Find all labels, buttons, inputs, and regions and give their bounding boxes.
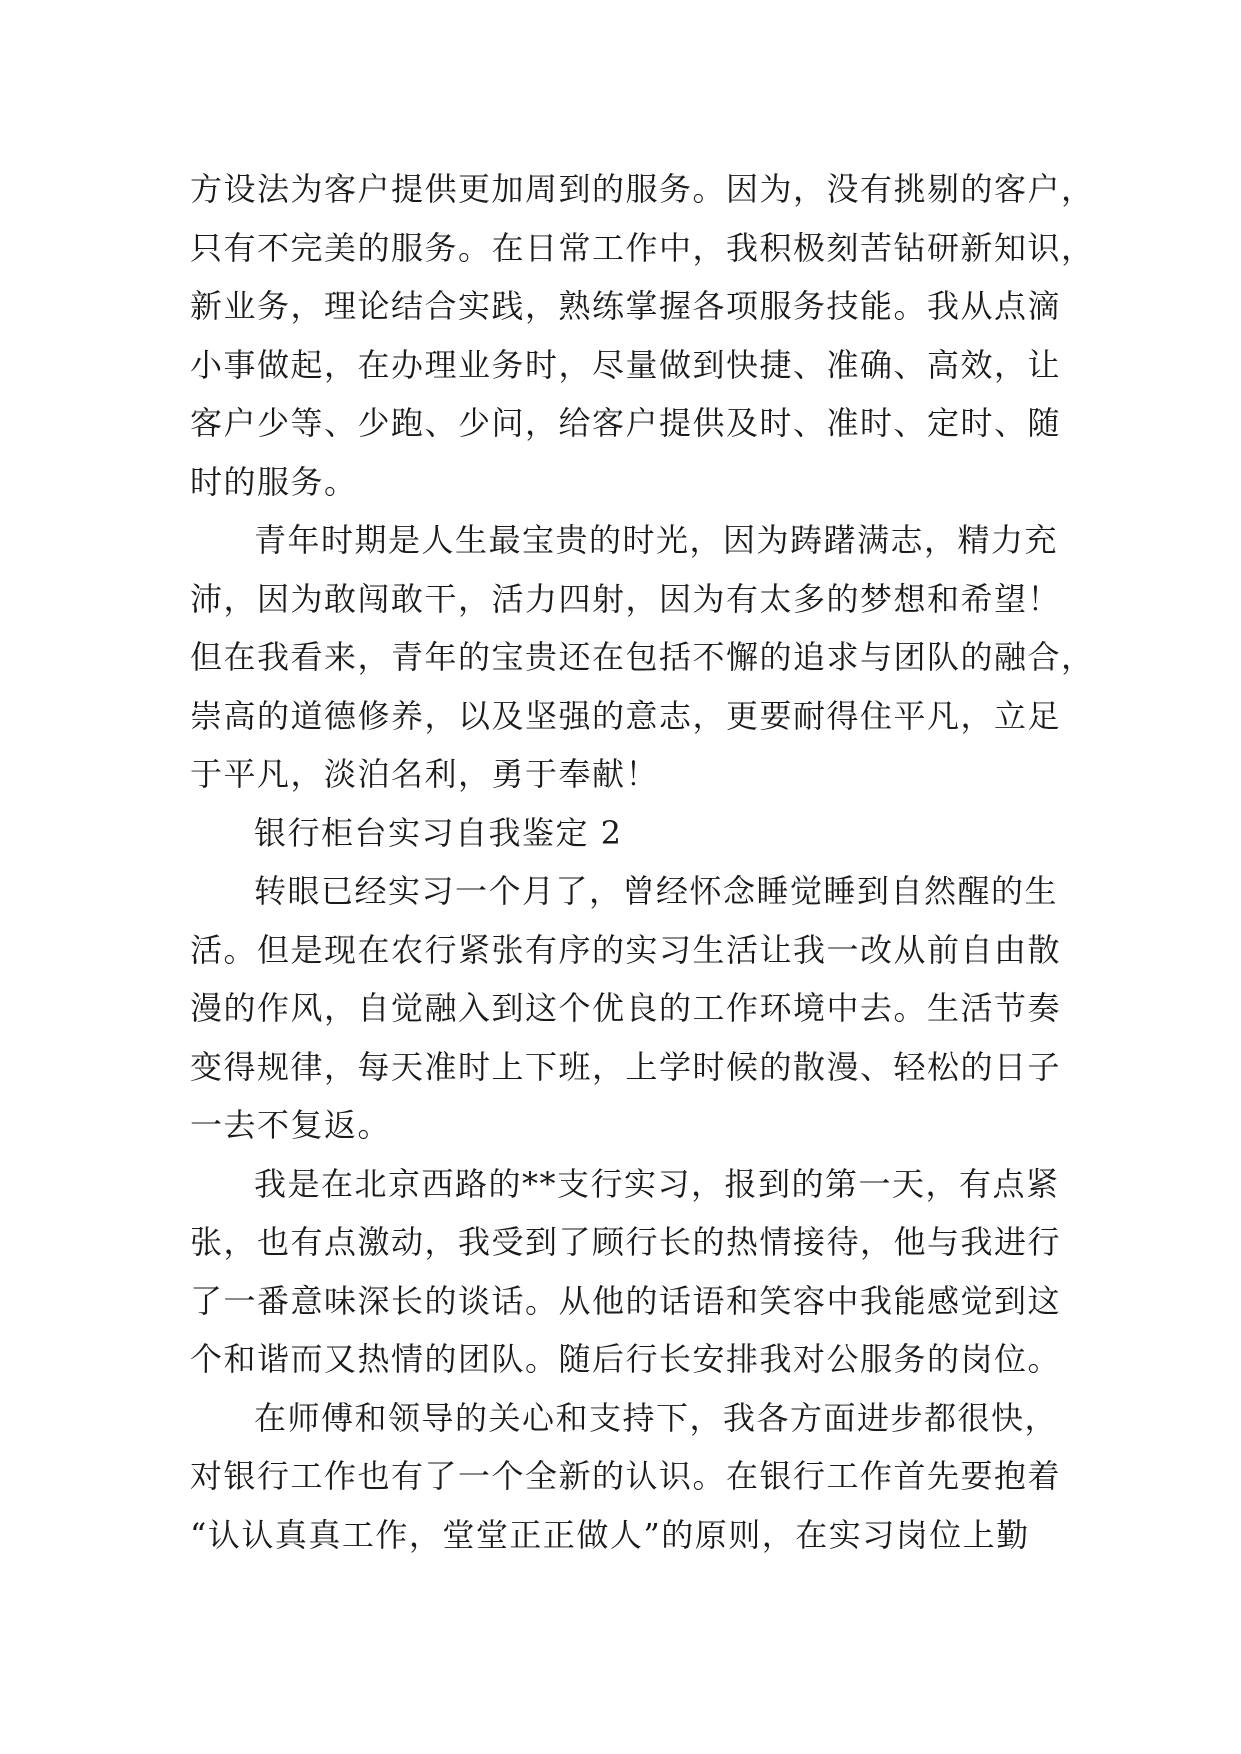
body-text [190, 160, 1095, 1564]
paragraph-start-line: 转眼已经实习一个月了，曾经怀念睡觉睡到自然醒的生 [254, 872, 1059, 910]
text-line: 了一番意味深长的谈话。从他的话语和笑容中我能感觉到这 [190, 1281, 1062, 1320]
text-line: 张，也有点激动，我受到了顾行长的热情接待，他与我进行 [190, 1223, 1062, 1261]
text-line: 只有不完美的服务。在日常工作中，我积极刻苦钻研新知识， [190, 228, 1095, 267]
text-line: 方设法为客户提供更加周到的服务。因为，没有挑剔的客户， [190, 170, 1095, 208]
text-line: 于平凡，淡泊名利，勇于奉献！ [190, 755, 660, 793]
text-line: 沛，因为敢闯敢干，活力四射，因为有太多的梦想和希望！ [190, 579, 1062, 618]
text-line: 但在我看来，青年的宝贵还在包括不懈的追求与团队的融合， [190, 638, 1095, 676]
section-heading: 银行柜台实习自我鉴定 2 [254, 813, 623, 852]
paragraph-start-line: 我是在北京西路的**支行实习，报到的第一天，有点紧 [254, 1164, 1060, 1203]
text-line: 一去不复返。 [190, 1106, 392, 1144]
text-line: 活。但是现在农行紧张有序的实习生活让我一改从前自由散 [190, 930, 1062, 969]
text-line: “认认真真工作，堂堂正正做人”的原则，在实习岗位上勤 [190, 1515, 1030, 1554]
text-line: 漫的作风，自觉融入到这个优良的工作环境中去。生活节奏 [190, 989, 1062, 1027]
text-line: 对银行工作也有了一个全新的认识。在银行工作首先要抱着 [190, 1457, 1062, 1495]
text-line: 个和谐而又热情的团队。随后行长安排我对公服务的岗位。 [190, 1340, 1062, 1378]
text-line: 变得规律，每天准时上下班，上学时候的散漫、轻松的日子 [190, 1047, 1062, 1086]
text-line: 新业务，理论结合实践，熟练掌握各项服务技能。我从点滴 [190, 287, 1062, 325]
paragraph-start-line: 青年时期是人生最宝贵的时光，因为踌躇满志，精力充 [254, 521, 1059, 559]
text-line: 客户少等、少跑、少问，给客户提供及时、准时、定时、随 [190, 404, 1062, 442]
text-line: 小事做起，在办理业务时，尽量做到快捷、准确、高效，让 [190, 345, 1062, 384]
text-line: 时的服务。 [190, 462, 358, 501]
text-line: 崇高的道德修养，以及坚强的意志，更要耐得住平凡，立足 [190, 696, 1062, 735]
paragraph-start-line: 在师傅和领导的关心和支持下，我各方面进步都很快， [254, 1398, 1059, 1437]
